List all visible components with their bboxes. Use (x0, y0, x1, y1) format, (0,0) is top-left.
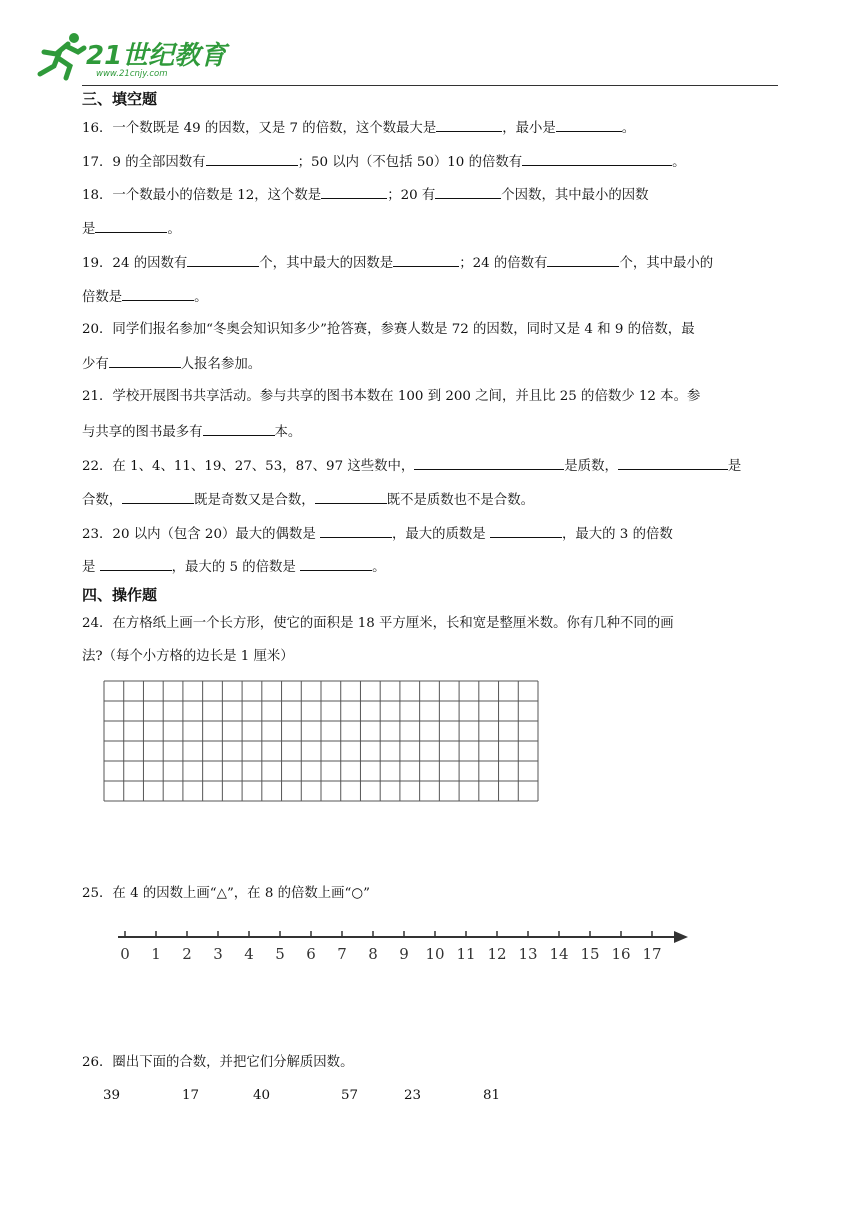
number-item[interactable]: 57 (341, 1088, 359, 1103)
question-22-cont: 合数， 既是奇数又是合数， 既不是质数也不是合数。 (82, 489, 534, 511)
answer-blank[interactable] (320, 523, 392, 538)
question-23-cont: 是 ，最大的 5 的倍数是 。 (82, 556, 385, 578)
answer-blank[interactable] (414, 455, 564, 470)
question-26: 26．圈出下面的合数，并把它们分解质因数。 (82, 1055, 354, 1070)
number-item[interactable]: 39 (103, 1088, 121, 1103)
number-line-label: 10 (425, 945, 445, 963)
answer-blank[interactable] (321, 184, 387, 199)
question-21-cont: 与共享的图书最多有 本。 (82, 421, 301, 443)
answer-blank[interactable] (122, 286, 194, 301)
answer-blank[interactable] (490, 523, 562, 538)
number-line-label: 0 (120, 945, 130, 963)
question-24: 24．在方格纸上画一个长方形，使它的面积是 18 平方厘米，长和宽是整厘米数。你有几种不同的画 (82, 616, 674, 631)
number-line-label: 3 (213, 945, 223, 963)
question-16: 16．一个数既是 49 的因数，又是 7 的倍数，这个数最大是 ，最小是 。 (82, 117, 635, 139)
number-item[interactable]: 81 (483, 1088, 501, 1103)
answer-blank[interactable] (100, 556, 172, 571)
question-20-cont: 少有 人报名参加。 (82, 353, 261, 375)
answer-blank[interactable] (203, 421, 275, 436)
answer-blank[interactable] (436, 117, 502, 132)
number-line-label: 7 (337, 945, 347, 963)
question-23: 23．20 以内（包含 20）最大的偶数是 ，最大的质数是 ，最大的 3 的倍数 (82, 523, 673, 545)
question-19: 19．24 的因数有 个，其中最大的因数是 ；24 的倍数有 个，其中最小的 (82, 252, 713, 274)
section-title-operation: 四、操作题 (82, 586, 158, 604)
number-line-label: 1 (151, 945, 161, 963)
question-19-cont: 倍数是 。 (82, 286, 208, 308)
answer-blank[interactable] (300, 556, 372, 571)
logo-url: www.21cnjy.com (96, 69, 168, 79)
answer-blank[interactable] (618, 455, 728, 470)
section-title-fill-blank: 三、填空题 (82, 90, 158, 108)
number-line-label: 9 (399, 945, 409, 963)
answer-blank[interactable] (522, 151, 672, 166)
answer-blank[interactable] (547, 252, 619, 267)
answer-blank[interactable] (95, 218, 167, 233)
answer-blank[interactable] (315, 489, 387, 504)
number-line-label: 17 (642, 945, 662, 963)
logo-text: 21世纪教育 (86, 41, 227, 71)
site-logo (26, 28, 227, 80)
arrow-right-icon (674, 931, 688, 943)
question-18: 18．一个数最小的倍数是 12，这个数是 ；20 有 个因数，其中最小的因数 (82, 184, 649, 206)
number-line-label: 6 (306, 945, 316, 963)
number-line-label: 4 (244, 945, 254, 963)
number-line-label: 14 (549, 945, 569, 963)
answer-blank[interactable] (187, 252, 259, 267)
number-item[interactable]: 23 (404, 1088, 422, 1103)
question-24-cont: 法?（每个小方格的边长是 1 厘米） (82, 649, 294, 664)
answer-blank[interactable] (122, 489, 194, 504)
question-18-cont: 是 。 (82, 218, 181, 240)
question-22: 22．在 1、4、11、19、27、53，87、97 这些数中， 是质数， 是 (82, 455, 741, 477)
number-line-label: 12 (487, 945, 507, 963)
number-line[interactable] (114, 925, 690, 969)
number-line-label: 8 (368, 945, 378, 963)
number-line-label: 5 (275, 945, 285, 963)
number-line-label: 16 (611, 945, 631, 963)
answer-blank[interactable] (556, 117, 622, 132)
question-25: 25．在 4 的因数上画“△”，在 8 的倍数上画“○” (82, 886, 370, 901)
question-17: 17．9 的全部因数有 ；50 以内（不包括 50）10 的倍数有 。 (82, 151, 686, 173)
number-line-label: 2 (182, 945, 192, 963)
answer-blank[interactable] (206, 151, 298, 166)
question-20: 20．同学们报名参加“冬奥会知识知多少”抢答赛，参赛人数是 72 的因数，同时又是 4 和 9 的倍数，最 (82, 322, 695, 337)
header-rule (82, 85, 778, 86)
number-item[interactable]: 40 (253, 1088, 271, 1103)
number-item[interactable]: 17 (182, 1088, 200, 1103)
runner-icon (40, 33, 84, 78)
number-line-label: 15 (580, 945, 600, 963)
number-line-label: 13 (518, 945, 538, 963)
number-line-label: 11 (456, 945, 476, 963)
answer-blank[interactable] (393, 252, 459, 267)
square-grid-paper[interactable] (103, 680, 539, 802)
question-21: 21．学校开展图书共享活动。参与共享的图书本数在 100 到 200 之间，并且比 25 的倍数少 12 本。参 (82, 389, 701, 404)
answer-blank[interactable] (435, 184, 501, 199)
answer-blank[interactable] (109, 353, 181, 368)
